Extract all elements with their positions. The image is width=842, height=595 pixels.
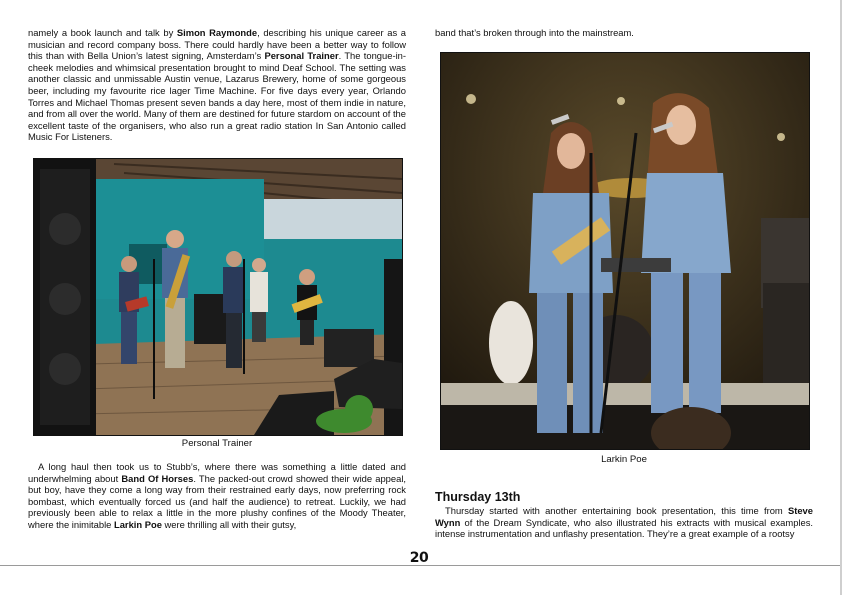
right-continued-line bbox=[435, 27, 813, 39]
right-thursday-paragraph bbox=[435, 505, 813, 540]
text-run: , describing his unique career as a musician and record company boss. There could hardly have been a better way to follow this than with Bella Union’s latest signing, Amsterdam’s bbox=[28, 27, 406, 62]
text-run: Thursday started with another entertaining book presentation, this time from bbox=[445, 505, 788, 516]
text-run: A long haul then took us to Stubb’s, where there was something a little dated and underwhelming about bbox=[28, 461, 406, 484]
text-run: were thrilling all with their gutsy, bbox=[161, 518, 297, 530]
text-run: of the Dream Syndicate, who also illustrated his extracts with musical examples. intense instrumentation and unflashy presentation. They’re a great example of a rootsy bbox=[435, 516, 813, 540]
photo-larkin-poe-illustration bbox=[441, 53, 809, 449]
photo-personal-trainer-illustration bbox=[34, 159, 402, 435]
photo-larkin-poe bbox=[440, 52, 810, 450]
left-band-of-horses-paragraph bbox=[28, 461, 406, 531]
photo-caption-larkin-poe: Larkin Poe bbox=[601, 454, 647, 465]
bold-name-steve-wynn: Steve Wynn bbox=[435, 505, 813, 528]
bold-name-band-of-horses: Band Of Horses bbox=[121, 472, 194, 484]
photo-personal-trainer bbox=[33, 158, 403, 436]
text-run: . The packed-out crowd showed their wide appeal, but boy, have they come a long way from their restrained early days, now preferring rock bombast, which eventually forced us (and half the audience) to retreat. Luckily, we had previously been able to relax a little in the more plushy confines of the Moody Theater, where the inimitable bbox=[28, 472, 407, 530]
page-number: 20 bbox=[409, 550, 429, 566]
bold-name-personal-trainer: Personal Trainer bbox=[264, 50, 339, 62]
left-intro-paragraph bbox=[28, 27, 406, 143]
photo-caption-personal-trainer: Personal Trainer bbox=[181, 438, 253, 449]
bold-name-simon-raymonde: Simon Raymonde bbox=[176, 27, 258, 38]
text-run: . The tongue-in-cheek melodies and whimsical presentation brought to mind Deaf School. The setting was another classic and unmissable Austin venue, Lazarus Brewery, home of some gorgeous beer, including my favourite rice lager Time Machine. For five days every year, Orlando Torres and Michael Thomas present seven bands a day here, most of them indie in nature, and from all over the world. Many of them are destined for future stardom on account of the excellent taste of the organisers, who also run a great radio station In San Antonio called Music For Listeners. bbox=[28, 50, 406, 143]
bold-name-larkin-poe: Larkin Poe bbox=[113, 518, 162, 530]
section-heading-thursday: Thursday 13th bbox=[435, 490, 521, 504]
continued-text: band that’s broken through into the mainstream. bbox=[435, 27, 634, 38]
text-run: namely a book launch and talk by bbox=[28, 27, 177, 38]
